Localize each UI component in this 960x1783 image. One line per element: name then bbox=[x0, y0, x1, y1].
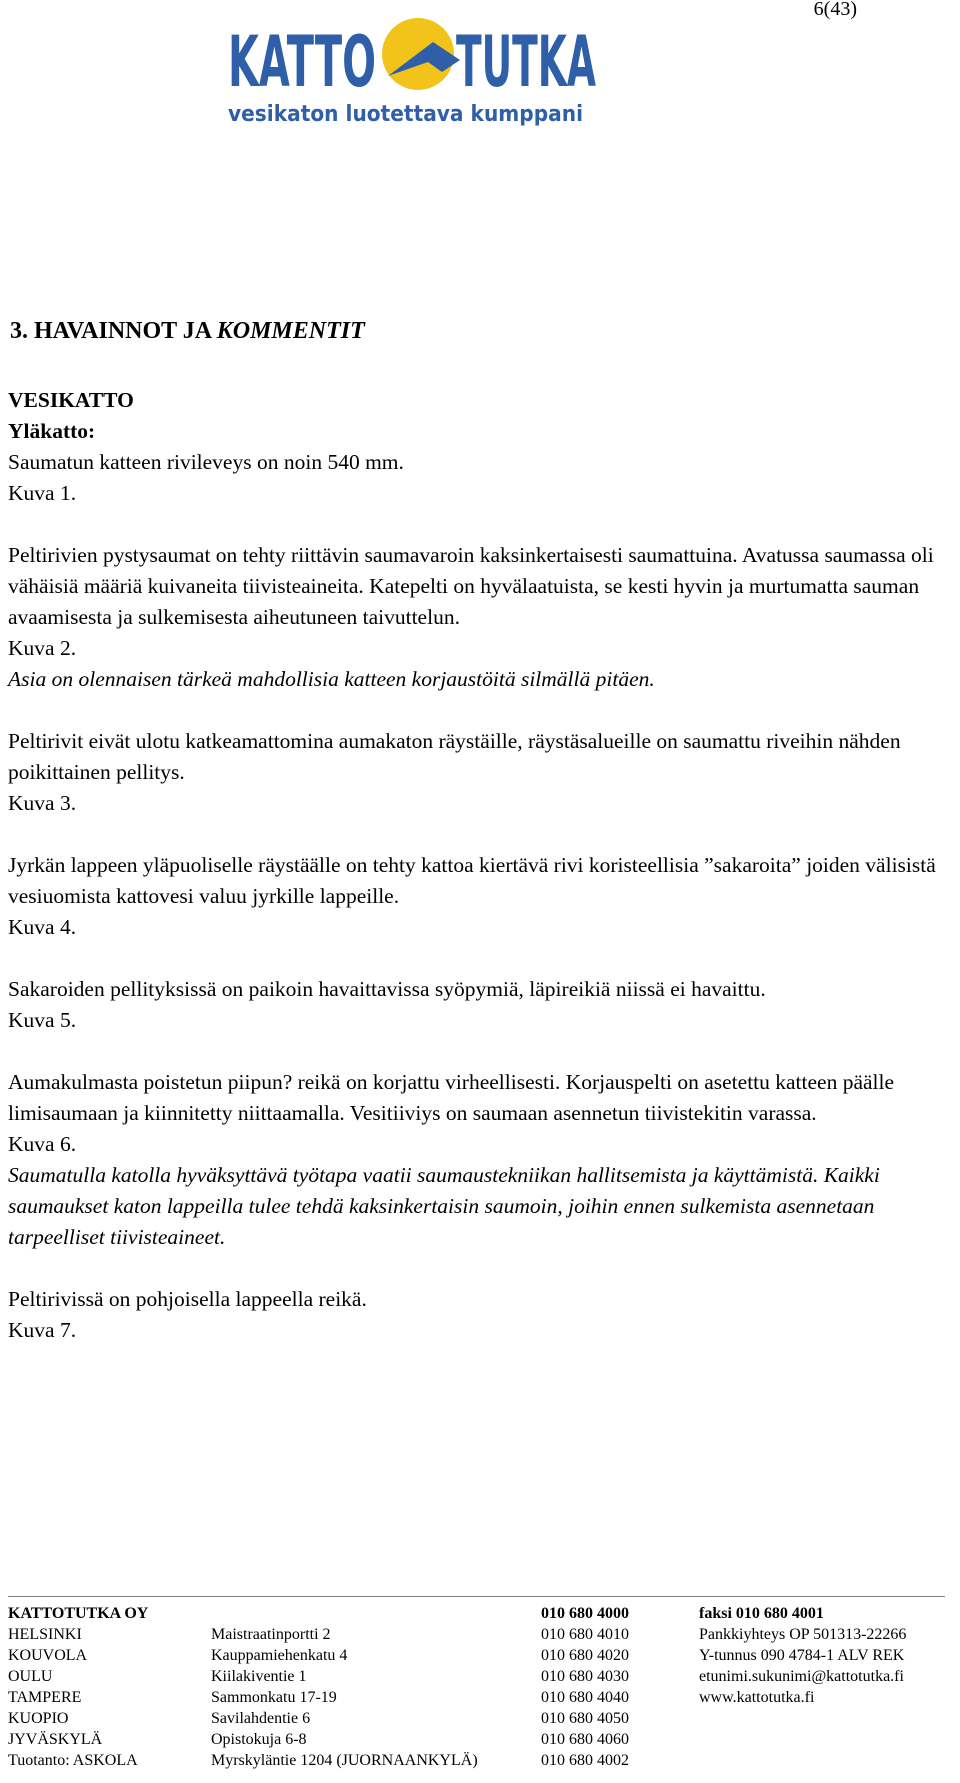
footer-cell: KOUVOLA bbox=[8, 1647, 88, 1664]
kuva-7-ref: Kuva 7. bbox=[8, 1318, 77, 1342]
footer-row bbox=[8, 1708, 948, 1729]
section-heading-italic: KOMMENTIT bbox=[216, 318, 365, 344]
footer-divider bbox=[8, 1596, 945, 1597]
paragraph-3: Peltirivit eivät ulotu katkeamattomina aumakaton räystäille, räystäsalueille on saumattu riveihin nähden poikittainen pellitys. bbox=[8, 729, 901, 784]
heading-vesikatto: VESIKATTO bbox=[8, 388, 134, 412]
body-text bbox=[8, 385, 948, 1346]
footer-cell: Kauppamiehenkatu 4 bbox=[211, 1647, 348, 1664]
footer-cell: Y-tunnus 090 4784-1 ALV REK bbox=[699, 1647, 905, 1664]
footer-row bbox=[8, 1729, 948, 1750]
kuva-2-ref: Kuva 2. bbox=[8, 636, 77, 660]
footer-row bbox=[8, 1666, 948, 1687]
footer-cell: Sammonkatu 17-19 bbox=[211, 1689, 337, 1706]
paragraph-1-line-1: Saumatun katteen rivileveys on noin 540 mm. bbox=[8, 450, 404, 474]
footer-cell: JYVÄSKYLÄ bbox=[8, 1731, 103, 1748]
footer-cell: Tuotanto: ASKOLA bbox=[8, 1752, 138, 1769]
footer-contact-table bbox=[8, 1603, 948, 1771]
footer-cell: 010 680 4020 bbox=[541, 1647, 629, 1664]
logo-word-right: TUTKA bbox=[456, 21, 596, 103]
footer-cell: faksi 010 680 4001 bbox=[699, 1605, 824, 1622]
footer-cell: 010 680 4040 bbox=[541, 1689, 629, 1706]
footer-cell: 010 680 4010 bbox=[541, 1626, 629, 1643]
footer-row bbox=[8, 1645, 948, 1666]
footer-website-link[interactable]: www.kattotutka.fi bbox=[699, 1689, 815, 1706]
kuva-4-ref: Kuva 4. bbox=[8, 915, 77, 939]
footer-cell: Kiilakiventie 1 bbox=[211, 1668, 307, 1685]
footer-row bbox=[8, 1624, 948, 1645]
logo-tagline: vesikaton luotettava kumppani bbox=[228, 102, 583, 127]
footer-cell: KATTOTUTKA OY bbox=[8, 1605, 149, 1622]
paragraph-7: Peltirivissä on pohjoisella lappeella reikä. bbox=[8, 1287, 367, 1311]
page-number: 6(43) bbox=[813, 0, 857, 20]
footer-cell: Savilahdentie 6 bbox=[211, 1710, 311, 1727]
kuva-1-ref: Kuva 1. bbox=[8, 481, 77, 505]
paragraph-2-note: Asia on olennaisen tärkeä mahdollisia katteen korjaustöitä silmällä pitäen. bbox=[8, 667, 655, 691]
paragraph-4: Jyrkän lappeen yläpuoliselle räystäälle on tehty kattoa kiertävä rivi koristeellisia ”sakaroita” joiden välisistä vesiuomista kattovesi valuu jyrkille lappeille. bbox=[8, 853, 936, 908]
paragraph-2: Peltirivien pystysaumat on tehty riittävin saumavaroin kaksinkertaisesti saumattuina. Avatussa saumassa oli vähäisiä määriä kuivaneita tiivisteaineita. Katepelti on hyvälaatuista, se kesti hyvin ja murtumatta sauman avaamisesta ja sulkemisesta aiheutuneen taivuttelun. bbox=[8, 543, 934, 629]
footer-cell: Maistraatinportti 2 bbox=[211, 1626, 331, 1643]
footer-cell: TAMPERE bbox=[8, 1689, 82, 1706]
paragraph-6: Aumakulmasta poistetun piipun? reikä on korjattu virheellisesti. Korjauspelti on asetettu katteen päälle limisaumaan ja kiinnitetty niittaamalla. Vesitiiviys on saumaan asennetun tiivistekitin varassa. bbox=[8, 1070, 895, 1125]
footer-cell: KUOPIO bbox=[8, 1710, 69, 1727]
footer-cell: Pankkiyhteys OP 501313-22266 bbox=[699, 1626, 907, 1643]
kuva-3-ref: Kuva 3. bbox=[8, 791, 77, 815]
footer-cell: HELSINKI bbox=[8, 1626, 82, 1643]
kattotutka-logo bbox=[228, 14, 598, 129]
footer-row bbox=[8, 1750, 948, 1771]
paragraph-6-note: Saumatulla katolla hyväksyttävä työtapa vaatii saumaustekniikan hallitsemista ja käyttämistä. Kaikki saumaukset katon lappeilla tulee tehdä kaksinkertaisin saumoin, joihin ennen sulkemista asennetaan tarpeelliset tiivisteaineet. bbox=[8, 1163, 880, 1249]
footer-cell: Myrskyläntie 1204 (JUORNAANKYLÄ) bbox=[211, 1752, 478, 1769]
footer-email-link[interactable]: etunimi.sukunimi@kattotutka.fi bbox=[699, 1668, 904, 1685]
logo-graphic bbox=[228, 14, 598, 129]
paragraph-5: Sakaroiden pellityksissä on paikoin havaittavissa syöpymiä, läpireikiä niissä ei havaittu. bbox=[8, 977, 766, 1001]
kuva-6-ref: Kuva 6. bbox=[8, 1132, 77, 1156]
footer-row-company bbox=[8, 1603, 948, 1624]
footer-cell: Opistokuja 6-8 bbox=[211, 1731, 307, 1748]
section-heading-plain: 3. HAVAINNOT JA bbox=[10, 318, 217, 344]
footer-cell: OULU bbox=[8, 1668, 53, 1685]
logo-word-left: KATTO bbox=[228, 21, 376, 103]
footer-cell: 010 680 4060 bbox=[541, 1731, 629, 1748]
footer-cell: 010 680 4000 bbox=[541, 1605, 629, 1622]
kuva-5-ref: Kuva 5. bbox=[8, 1008, 77, 1032]
footer-cell: 010 680 4050 bbox=[541, 1710, 629, 1727]
footer-cell: 010 680 4002 bbox=[541, 1752, 629, 1769]
section-heading bbox=[10, 318, 365, 345]
heading-ylakatto: Yläkatto: bbox=[8, 419, 96, 443]
footer-cell: 010 680 4030 bbox=[541, 1668, 629, 1685]
footer-row bbox=[8, 1687, 948, 1708]
